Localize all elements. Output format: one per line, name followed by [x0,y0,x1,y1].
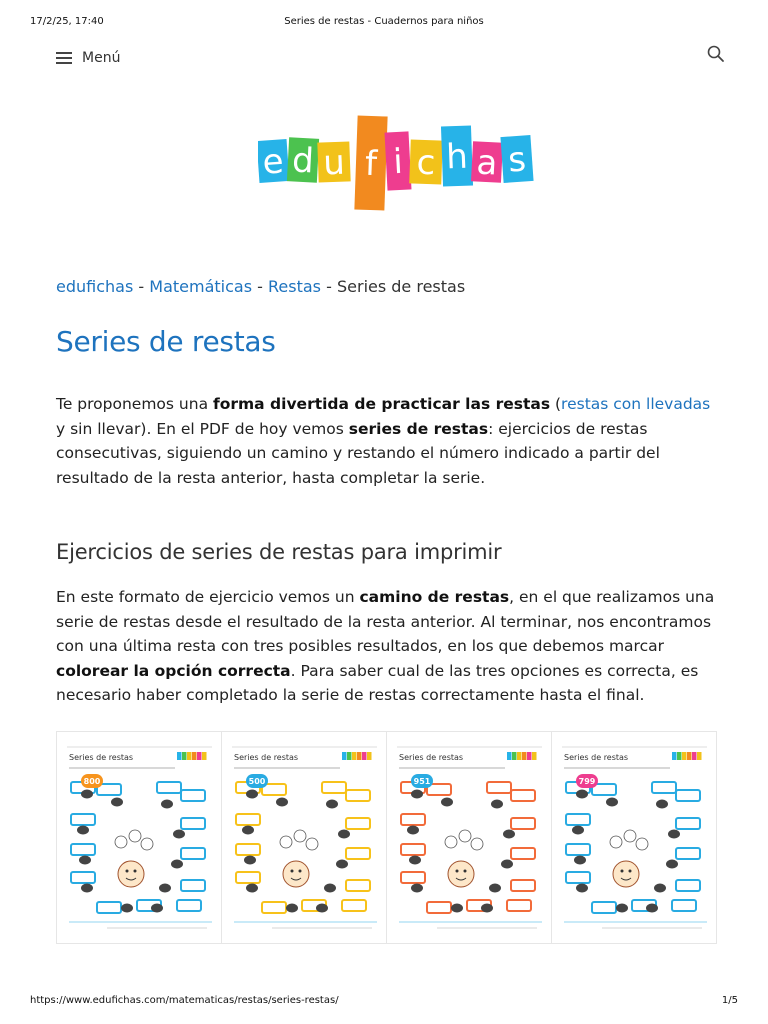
logo-letter: a [475,142,499,184]
logo-tile [500,135,533,183]
print-doc-title: Series de restas - Cuadernos para niños [284,16,484,27]
logo-tile [441,125,473,186]
link-restas-con-llevadas[interactable]: restas con llevadas [561,395,711,413]
breadcrumb [56,277,465,296]
logo-tile [354,116,387,211]
worksheet-image [222,732,387,943]
worksheet-heading: Series de restas [399,753,464,762]
hamburger-icon [56,52,72,64]
search-button[interactable] [706,44,726,64]
menu-button[interactable] [56,50,120,66]
worksheet-thumbnail[interactable] [222,732,387,943]
logo-letter: i [392,141,404,183]
logo-letter: c [415,142,437,184]
logo-letter: s [506,139,528,181]
breadcrumb-separator: - [138,277,145,296]
breadcrumb-separator: - [257,277,263,296]
print-header [0,16,768,30]
breadcrumb-link-home[interactable]: edufichas [56,277,134,296]
logo-tile [287,137,319,183]
page-title: Series de restas [56,325,276,358]
intro-bold-1: forma divertida de practicar las restas [213,395,551,413]
print-timestamp: 17/2/25, 17:40 [30,16,104,27]
site-logo[interactable] [258,112,534,214]
worksheet-heading: Series de restas [69,753,134,762]
worksheet-heading: Series de restas [234,753,299,762]
worksheet-image [57,732,222,943]
site-header [56,44,726,78]
section-title: Ejercicios de series de restas para imprimir [56,540,502,564]
worksheet-start-number: 951 [413,777,431,786]
intro-bold-2: series de restas [348,419,489,438]
logo-letter: e [261,141,285,183]
logo-letter: h [445,136,469,178]
logo-letter: f [364,143,378,185]
worksheet-heading: Series de restas [564,753,629,762]
breadcrumb-link-matematicas[interactable]: Matemáticas [149,277,253,296]
section-bold-2: colorear la opción correcta [56,661,291,680]
breadcrumb-current: Series de restas [336,277,466,296]
worksheet-gallery [56,731,717,944]
logo-tile [471,141,503,184]
worksheet-image [552,732,717,943]
breadcrumb-separator: - [326,277,332,296]
section-bold-1: camino de restas [359,588,510,606]
worksheet-thumbnail[interactable] [57,732,222,943]
breadcrumb-link-restas[interactable]: Restas [268,277,322,296]
search-icon [706,44,726,64]
logo-tile [258,139,289,183]
logo-tile [409,139,443,184]
worksheet-start-number: 500 [248,777,266,786]
menu-label: Menú [82,50,121,66]
print-page-number: 1/5 [721,995,738,1006]
worksheet-thumbnail[interactable] [387,732,552,943]
logo-tile [317,141,350,183]
logo-image [258,112,534,214]
logo-letter: d [291,140,315,182]
logo-tile [384,131,411,190]
print-url: https://www.edufichas.com/matematicas/restas/series-restas/ [30,995,339,1006]
worksheet-image [387,732,552,943]
intro-paragraph: Te proponemos una forma divertida de practicar las restas (restas con llevadas y sin llevar). En el PDF de hoy vemos series de restas: ejercicios de restas consecutivas, siguiendo un camino y restando el número indicado a partir del resultado de la resta anterior, hasta completar la serie. [56,395,711,487]
logo-letter: u [322,142,346,184]
print-footer [0,995,768,1009]
worksheet-start-number: 799 [578,777,596,786]
section-paragraph: En este formato de ejercicio vemos un camino de restas, en el que realizamos una serie de restas desde el resultado de la resta anterior. Al terminar, nos encontramos con una última resta con tres posibles resultados, en los que debemos marcar colorear la opción correcta. Para saber cual de las tres opciones es correcta, es necesario haber completado la serie de restas correctamente hasta el final. [56,588,715,704]
worksheet-thumbnail[interactable] [552,732,716,943]
worksheet-start-number: 800 [83,777,101,786]
